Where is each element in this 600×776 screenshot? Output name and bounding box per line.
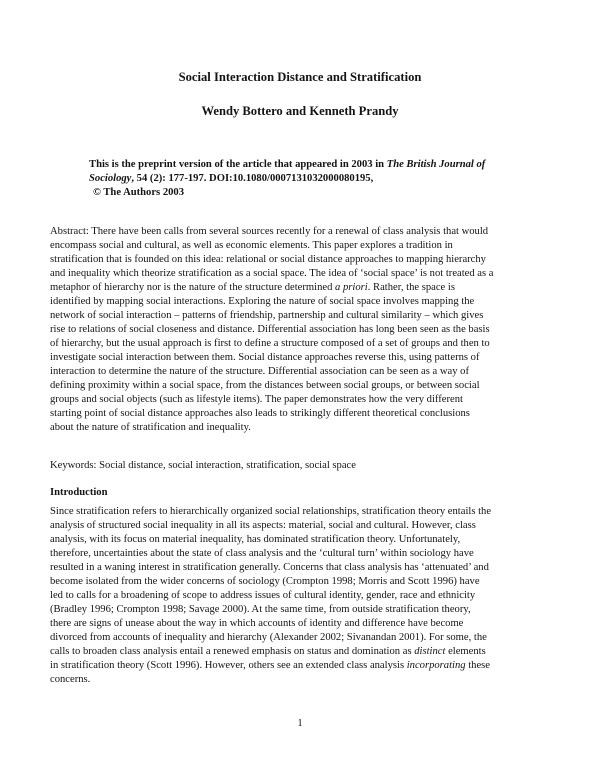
page-number: 1 bbox=[297, 718, 303, 729]
journal-name-part-1: The British Journal of bbox=[386, 159, 486, 170]
copyright-notice: © The Authors 2003 bbox=[93, 187, 185, 198]
intro-line: led to calls for a broadening of scope to address issues of cultural identity, gender, race and ethnicity bbox=[50, 590, 476, 601]
introduction-paragraph bbox=[50, 505, 555, 687]
intro-line-text: in stratification theory (Scott 1996). However, others see an extended class analysis bbox=[50, 660, 407, 671]
abstract-line: groups and social objects (such as lifestyle items). The paper demonstrates how the very different bbox=[50, 394, 463, 405]
preprint-line-2 bbox=[89, 172, 549, 186]
keywords bbox=[50, 459, 555, 473]
preprint-line-1 bbox=[89, 158, 549, 172]
preprint-note bbox=[89, 158, 549, 200]
abstract bbox=[50, 225, 555, 435]
intro-line bbox=[50, 659, 555, 673]
citation-details: , 54 (2): 177-197. DOI:10.1080/0007131032000080195, bbox=[131, 173, 374, 184]
intro-line-text: calls to broaden class analysis entail a renewed emphasis on status and domination as bbox=[50, 646, 415, 657]
abstract-line: rise to relations of social closeness and distance. Differential association has long been seen as the basis bbox=[50, 324, 490, 335]
abstract-line: network of social interaction – patterns of friendship, partnership and cultural similarity – which gives bbox=[50, 310, 484, 321]
abstract-line-text: metaphor of hierarchy nor is the nature of the structure determined bbox=[50, 282, 336, 293]
abstract-line bbox=[50, 281, 555, 295]
intro-line: concerns. bbox=[50, 674, 91, 685]
intro-line: resulted in a waning interest in stratification generally. Concerns that class analysis has ‘attenuated’ and bbox=[50, 562, 489, 573]
intro-line: analysis, with its focus on material inequality, has dominated stratification theory. Unfortunately, bbox=[50, 534, 461, 545]
abstract-line-tail: . Rather, the space is bbox=[367, 282, 455, 293]
paper-title: Social Interaction Distance and Stratification bbox=[178, 70, 422, 84]
abstract-line: interaction to determine the nature of the structure. Differential association can be seen as a way of bbox=[50, 366, 469, 377]
preprint-prefix: This is the preprint version of the article that appeared in 2003 in bbox=[89, 159, 387, 170]
abstract-line: defining proximity within a social space, from the distances between social groups, or between social bbox=[50, 380, 480, 391]
intro-line: there are signs of unease about the way in which accounts of identity and difference have become bbox=[50, 618, 464, 629]
section-heading-introduction: Introduction bbox=[50, 487, 108, 498]
abstract-italic-term: a priori bbox=[335, 282, 368, 293]
abstract-line: encompass social and cultural, as well as economic elements. This paper explores a tradition in bbox=[50, 240, 453, 251]
abstract-line: starting point of social distance approaches also leads to strikingly different theoretical conclusions bbox=[50, 408, 470, 419]
abstract-line: investigate social interaction between them. Social distance approaches reverse this, using patterns of bbox=[50, 352, 480, 363]
abstract-line: stratification that is founded on this idea: relational or social distance approaches to mapping hierarchy bbox=[50, 254, 486, 265]
intro-italic-distinct: distinct bbox=[414, 646, 446, 657]
intro-line: become isolated from the wider concerns of sociology (Crompton 1998; Morris and Scott 1996) have bbox=[50, 576, 480, 587]
intro-line: divorced from accounts of inequality and hierarchy (Alexander 2002; Sivanandan 2001). For some, the bbox=[50, 632, 487, 643]
journal-name-part-2: Sociology bbox=[89, 173, 132, 184]
abstract-line: and inequality which theorize stratification as a social space. The idea of ‘social space’ is not treated as a bbox=[50, 268, 494, 279]
abstract-line: identified by mapping social interactions. Exploring the nature of social space involves mapping the bbox=[50, 296, 475, 307]
abstract-line: about the nature of stratification and inequality. bbox=[50, 422, 251, 433]
intro-line-tail: elements bbox=[445, 646, 486, 657]
intro-italic-incorporating: incorporating bbox=[406, 660, 466, 671]
intro-line: analysis of structured social inequality in all its aspects: material, social and cultural. However, class bbox=[50, 520, 476, 531]
keywords-line: Keywords: Social distance, social interaction, stratification, social space bbox=[50, 460, 356, 471]
intro-line: (Bradley 1996; Crompton 1998; Savage 2000). At the same time, from outside stratification theory, bbox=[50, 604, 471, 615]
paper-authors: Wendy Bottero and Kenneth Prandy bbox=[201, 104, 399, 118]
intro-line: therefore, uncertainties about the state of class analysis and the ‘cultural turn’ within sociology have bbox=[50, 548, 474, 559]
abstract-line: Abstract: There have been calls from several sources recently for a renewal of class analysis that would bbox=[50, 226, 489, 237]
intro-line-tail: these bbox=[465, 660, 490, 671]
intro-line: Since stratification refers to hierarchically organized social relationships, stratification theory entails the bbox=[50, 506, 492, 517]
abstract-line: of hierarchy, but the usual approach is first to define a structure composed of a set of groups and then to bbox=[50, 338, 490, 349]
intro-line bbox=[50, 645, 555, 659]
